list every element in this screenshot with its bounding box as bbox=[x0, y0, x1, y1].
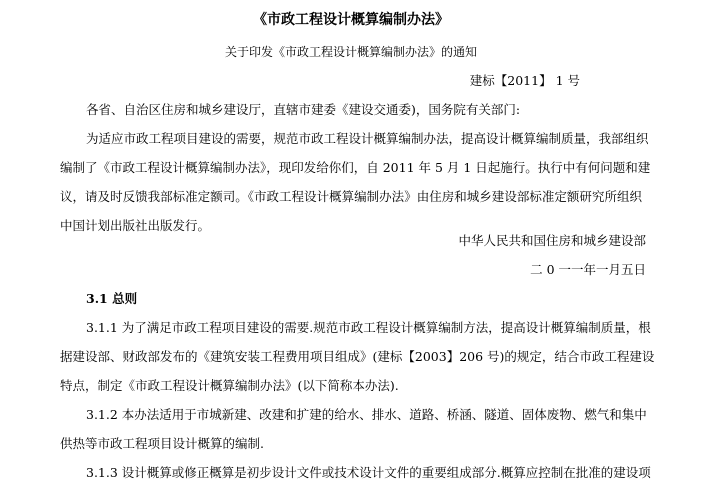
notice-line: 为适应市政工程项目建设的需要，规范市政工程设计概算编制办法，提高设计概算编制质量，我部组织 bbox=[86, 131, 649, 146]
document-title: 《市政工程设计概算编制办法》 bbox=[253, 12, 449, 28]
signature-date: 二 0 一一年一月五日 bbox=[530, 262, 646, 277]
section-line: 3.1.1 为了满足市政工程项目建设的需要.规范市政工程设计概算编制方法，提高设计概算编制质量，根 bbox=[86, 320, 651, 335]
document-number: 建标【2011】 1 号 bbox=[469, 73, 580, 88]
notice-line: 中国计划出版社出版发行。 bbox=[60, 218, 211, 233]
section-line: 特点，制定《市政工程设计概算编制办法》(以下简称本办法). bbox=[60, 378, 399, 393]
section-line: 据建设部、财政部发布的《建筑安装工程费用项目组成》(建标【2003】206 号)的规定，结合市政工程建设 bbox=[60, 349, 655, 364]
notice-subtitle: 关于印发《市政工程设计概算编制办法》的通知 bbox=[224, 45, 477, 59]
notice-line: 编制了《市政工程设计概算编制办法》，现印发给你们，自 2011 年 5 月 1 日起施行。执行中有何问题和建 bbox=[60, 160, 651, 175]
section-line: 3.1.2 本办法适用于市城新建、改建和扩建的给水、排水、道路、桥涵、隧道、固体废物、燃气和集中 bbox=[86, 407, 647, 422]
section-heading: 3.1 总则 bbox=[86, 291, 138, 306]
section-line: 供热等市政工程项目设计概算的编制. bbox=[60, 436, 264, 451]
signature-organization: 中华人民共和国住房和城乡建设部 bbox=[458, 233, 646, 248]
salutation: 各省、自治区住房和城乡建设厅，直辖市建委《建设交通委)，国务院有关部门: bbox=[86, 102, 521, 117]
notice-line: 议，请及时反馈我部标准定额司。《市政工程设计概算编制办法》由住房和城乡建设部标准定额研究所组织 bbox=[60, 189, 642, 204]
section-line: 3.1.3 设计概算或修正概算是初步设计文件或技术设计文件的重要组成部分.概算应控制在批准的建设项 bbox=[86, 465, 651, 480]
